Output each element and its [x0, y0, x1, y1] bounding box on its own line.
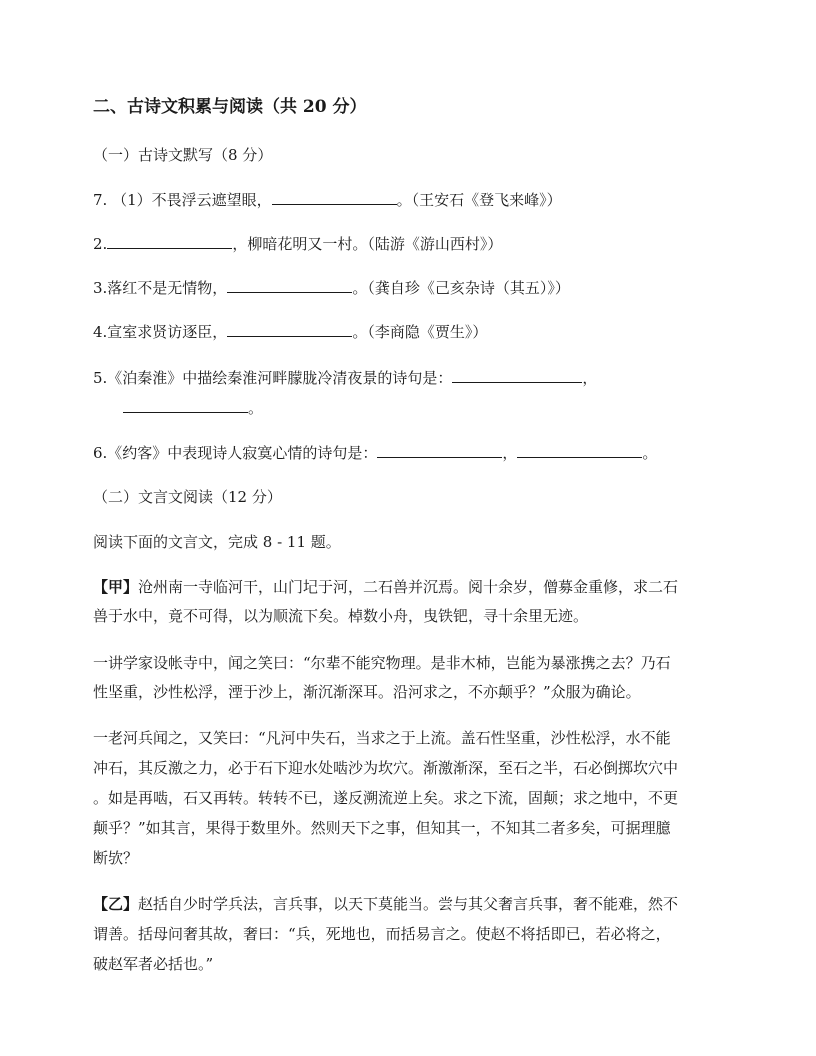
q5-text-mid: ，	[582, 369, 598, 387]
passage-tag-jia: 【甲】	[93, 578, 139, 596]
answer-blank[interactable]	[377, 443, 502, 458]
q2-text-post: ，柳暗花明又一村。（陆游《游山西村》）	[232, 235, 503, 253]
q6-text-post: 。	[642, 444, 658, 462]
part2-title: （二）文言文阅读（12 分）	[93, 488, 282, 506]
passage-yi-line2: 谓善。括母问奢其故，奢曰：“兵，死地也，而括易言之。使赵不将括即已，若必将之，	[93, 925, 671, 943]
part1-title: （一）古诗文默写（8 分）	[93, 146, 273, 164]
passage-tag-yi: 【乙】	[93, 895, 139, 913]
passage-jia-p1-line2: 兽于水中，竟不可得，以为顺流下矣。棹数小舟，曳铁钯，寻十余里无迹。	[93, 607, 589, 625]
question-2	[93, 233, 502, 255]
passage-text: 赵括自少时学兵法，言兵事，以天下莫能当。尝与其父奢言兵事，奢不能难，然不	[138, 895, 679, 913]
question-4	[93, 321, 487, 343]
section-title: 二、古诗文积累与阅读（共 20 分）	[93, 97, 367, 117]
answer-blank[interactable]	[227, 322, 352, 337]
q3-text-post: 。（龚自珍《己亥杂诗（其五）》）	[352, 279, 570, 297]
passage-jia-p2-line1: 一讲学家设帐寺中，闻之笑曰：“尔辈不能究物理。是非木杮，岂能为暴涨携之去？乃石	[93, 654, 671, 672]
passage-jia-p1-line1	[93, 576, 678, 598]
q6-text-mid: ，	[502, 444, 518, 462]
question-6	[93, 442, 657, 464]
question-5	[93, 367, 597, 389]
q6-text-pre: 6.《约客》中表现诗人寂寞心情的诗句是：	[93, 444, 378, 462]
part2-intro: 阅读下面的文言文，完成 8 - 11 题。	[93, 533, 341, 551]
answer-blank[interactable]	[272, 190, 397, 205]
question-3	[93, 277, 570, 299]
answer-blank[interactable]	[123, 398, 248, 413]
question-7-1	[93, 189, 562, 211]
q3-text-pre: 3.落红不是无情物，	[93, 279, 228, 297]
q5-text-pre: 5.《泊秦淮》中描绘秦淮河畔朦胧冷清夜景的诗句是：	[93, 369, 453, 387]
q1-text-post: 。（王安石《登飞来峰》）	[396, 191, 562, 209]
passage-jia-p3-line2: 冲石，其反激之力，必于石下迎水处啮沙为坎穴。渐激渐深，至石之半，石必倒掷坎穴中	[93, 759, 679, 777]
passage-yi-line3: 破赵军者必括也。”	[93, 955, 214, 973]
q5-text-post: 。	[248, 399, 264, 417]
passage-text: 沧州南一寺临河干，山门圮于河，二石兽并沉焉。阅十余岁，僧募金重修，求二石	[138, 578, 679, 596]
answer-blank[interactable]	[452, 368, 582, 383]
question-5-cont	[123, 397, 263, 419]
q1-text-pre: 7. （1）不畏浮云遮望眼，	[93, 191, 272, 209]
passage-jia-p3-line3: 。如是再啮，石又再转。转转不已，遂反溯流逆上矣。求之下流，固颠；求之地中，不更	[93, 789, 679, 807]
q4-text-pre: 4.宣室求贤访逐臣，	[93, 323, 228, 341]
q2-text-pre: 2.	[93, 235, 108, 253]
passage-jia-p3-line5: 断欤？	[93, 849, 139, 867]
passage-jia-p3-line4: 颠乎？”如其言，果得于数里外。然则天下之事，但知其一，不知其二者多矣，可据理臆	[93, 819, 671, 837]
q4-text-post: 。（李商隐《贾生》）	[352, 323, 488, 341]
passage-jia-p3-line1: 一老河兵闻之，又笑曰：“凡河中失石，当求之于上流。盖石性坚重，沙性松浮，水不能	[93, 729, 671, 747]
passage-jia-p2-line2: 性坚重，沙性松浮，湮于沙上，渐沉渐深耳。沿河求之，不亦颠乎？”众服为确论。	[93, 683, 641, 701]
answer-blank[interactable]	[227, 278, 352, 293]
answer-blank[interactable]	[107, 234, 232, 249]
passage-yi-line1	[93, 893, 678, 915]
answer-blank[interactable]	[517, 443, 642, 458]
